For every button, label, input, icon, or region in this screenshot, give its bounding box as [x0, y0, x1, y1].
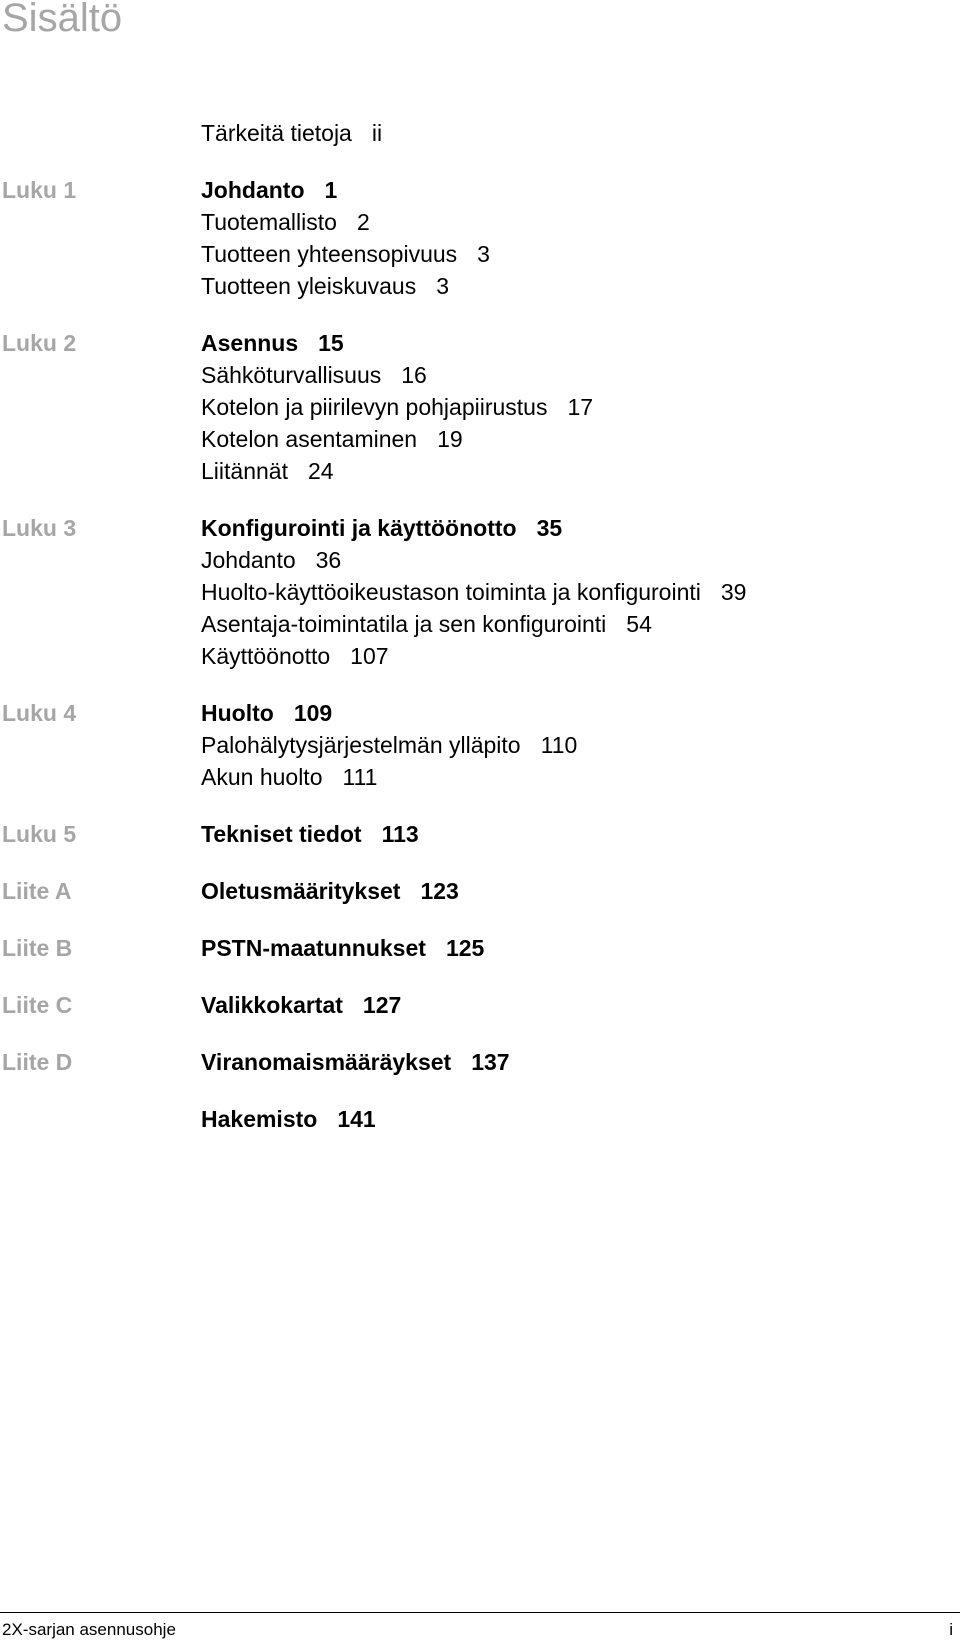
toc-row-chapter: [0, 818, 960, 851]
chapter-label: Liite B: [2, 935, 73, 961]
toc-row-chapter: [0, 875, 960, 908]
toc-entry-section[interactable]: [201, 729, 577, 762]
toc-entry-page: ii: [371, 120, 383, 146]
toc-row-section: [0, 729, 960, 762]
chapter-label: Luku 4: [2, 700, 77, 726]
toc-entry-page: 113: [381, 821, 419, 847]
toc-row-section: [0, 359, 960, 392]
toc-row-section: [0, 391, 960, 424]
toc-row-chapter: [0, 327, 960, 360]
toc-entry-page: 24: [307, 458, 334, 484]
toc-row-index: [0, 1103, 960, 1136]
toc-entry-title: Johdanto: [201, 177, 305, 203]
toc-row-section: [0, 423, 960, 456]
toc-entry-section[interactable]: [201, 455, 334, 488]
chapter-label: Luku 2: [2, 330, 77, 356]
toc-entry-title: Valikkokartat: [201, 992, 343, 1018]
toc-entry-title: Tärkeitä tietoja: [201, 120, 352, 146]
toc-entry-title: Käyttöönotto: [201, 643, 331, 669]
toc-entry-chapter[interactable]: [201, 174, 337, 207]
toc-entry-page: 19: [437, 426, 463, 452]
toc-entry-page: 137: [471, 1049, 510, 1075]
chapter-label: Liite A: [2, 878, 72, 904]
toc-row-chapter: [0, 989, 960, 1022]
toc-entry-title: Huolto: [201, 700, 274, 726]
page-footer: [0, 1612, 960, 1645]
toc-row-chapter: [0, 697, 960, 730]
chapter-label: Liite D: [2, 1049, 73, 1075]
toc-row-chapter: [0, 1046, 960, 1079]
toc-entry-title: Oletusmääritykset: [201, 878, 401, 904]
toc-entry-page: 54: [626, 611, 652, 637]
toc-entry-chapter[interactable]: [201, 512, 562, 545]
toc-entry-title: Huolto-käyttöoikeustason toiminta ja konfigurointi: [201, 579, 701, 605]
toc-entry-chapter[interactable]: [201, 875, 459, 908]
toc-entry-page: 16: [401, 362, 427, 388]
page-title: Sisältö: [2, 0, 123, 40]
toc-entry-page: 36: [315, 547, 342, 573]
toc-row-section: [0, 238, 960, 271]
toc-entry-page: 127: [362, 992, 402, 1018]
chapter-label: Liite C: [2, 992, 73, 1018]
toc-entry-section[interactable]: [201, 238, 490, 271]
toc-entry-title: Asentaja-toimintatila ja sen konfigurointi: [201, 611, 607, 637]
toc-entry-page: 125: [445, 935, 485, 961]
toc-entry-title: Sähköturvallisuus: [201, 362, 382, 388]
toc-entry-section[interactable]: [201, 391, 593, 424]
toc-entry-section[interactable]: [201, 608, 652, 641]
toc-entry-section[interactable]: [201, 423, 463, 456]
toc-entry-page: 3: [436, 273, 450, 299]
toc-entry-section[interactable]: [201, 761, 377, 794]
toc-entry-section[interactable]: [201, 359, 427, 392]
toc-entry-chapter[interactable]: [201, 989, 401, 1022]
toc-entry-title: Tuotteen yhteensopivuus: [201, 241, 458, 267]
toc-row-section: [0, 761, 960, 794]
footer-document-title: 2X-sarjan asennusohje: [2, 1620, 176, 1639]
toc-row-section: [0, 206, 960, 239]
toc-entry-title: Kotelon ja piirilevyn pohjapiirustus: [201, 394, 548, 420]
toc-entry-page: 35: [536, 515, 563, 541]
toc-row-chapter: [0, 174, 960, 207]
toc-entry-title: Konfigurointi ja käyttöönotto: [201, 515, 517, 541]
toc-entry-chapter[interactable]: [201, 327, 344, 360]
footer-page-number: i: [949, 1620, 953, 1639]
toc-row-section: [0, 455, 960, 488]
toc-entry-section[interactable]: [201, 640, 389, 673]
chapter-label: Luku 5: [2, 821, 77, 847]
toc-row-section: [0, 544, 960, 577]
toc-entry-title: Hakemisto: [201, 1106, 318, 1132]
toc-entry-chapter[interactable]: [201, 1046, 510, 1079]
toc-entry-title: Tuotemallisto: [201, 209, 337, 235]
toc-entry-index[interactable]: [201, 1103, 376, 1136]
toc-entry-chapter[interactable]: [201, 932, 484, 965]
toc-entry-title: Liitännät: [201, 458, 288, 484]
toc-entry-page: 109: [293, 700, 333, 726]
toc-row-preface: [0, 117, 960, 150]
toc-entry-chapter[interactable]: [201, 818, 419, 851]
toc-row-chapter: [0, 512, 960, 545]
toc-entry-page: 110: [540, 732, 578, 758]
toc-entry-section[interactable]: [201, 576, 746, 609]
toc-entry-title: Viranomaismääräykset: [201, 1049, 452, 1075]
toc-row-chapter: [0, 932, 960, 965]
toc-entry-page: 141: [337, 1106, 376, 1132]
toc-row-section: [0, 576, 960, 609]
toc-entry-page: 107: [350, 643, 389, 669]
toc-entry-page: 111: [342, 764, 378, 790]
toc-row-section: [0, 270, 960, 303]
toc-entry-title: Asennus: [201, 330, 299, 356]
toc-entry-chapter[interactable]: [201, 697, 332, 730]
toc-entry-page: 123: [420, 878, 459, 904]
toc-entry-title: Tekniset tiedot: [201, 821, 362, 847]
toc-entry-section[interactable]: [201, 270, 449, 303]
toc-entry-title: Akun huolto: [201, 764, 323, 790]
toc-entry-page: 3: [477, 241, 490, 267]
toc-entry-page: 2: [356, 209, 370, 235]
toc-entry-preface[interactable]: [201, 117, 382, 150]
chapter-label: Luku 1: [2, 177, 77, 203]
toc-entry-page: 1: [324, 177, 338, 203]
toc-entry-title: Kotelon asentaminen: [201, 426, 418, 452]
toc-entry-page: 15: [318, 330, 344, 356]
toc-entry-title: Tuotteen yleiskuvaus: [201, 273, 417, 299]
toc-entry-section[interactable]: [201, 206, 370, 239]
toc-entry-section[interactable]: [201, 544, 341, 577]
toc-entry-title: Palohälytysjärjestelmän ylläpito: [201, 732, 521, 758]
toc-row-section: [0, 640, 960, 673]
toc-entry-page: 17: [567, 394, 594, 420]
toc-entry-title: Johdanto: [201, 547, 296, 573]
toc-entry-page: 39: [720, 579, 747, 605]
toc-row-section: [0, 608, 960, 641]
toc-entry-title: PSTN-maatunnukset: [201, 935, 426, 961]
chapter-label: Luku 3: [2, 515, 77, 541]
